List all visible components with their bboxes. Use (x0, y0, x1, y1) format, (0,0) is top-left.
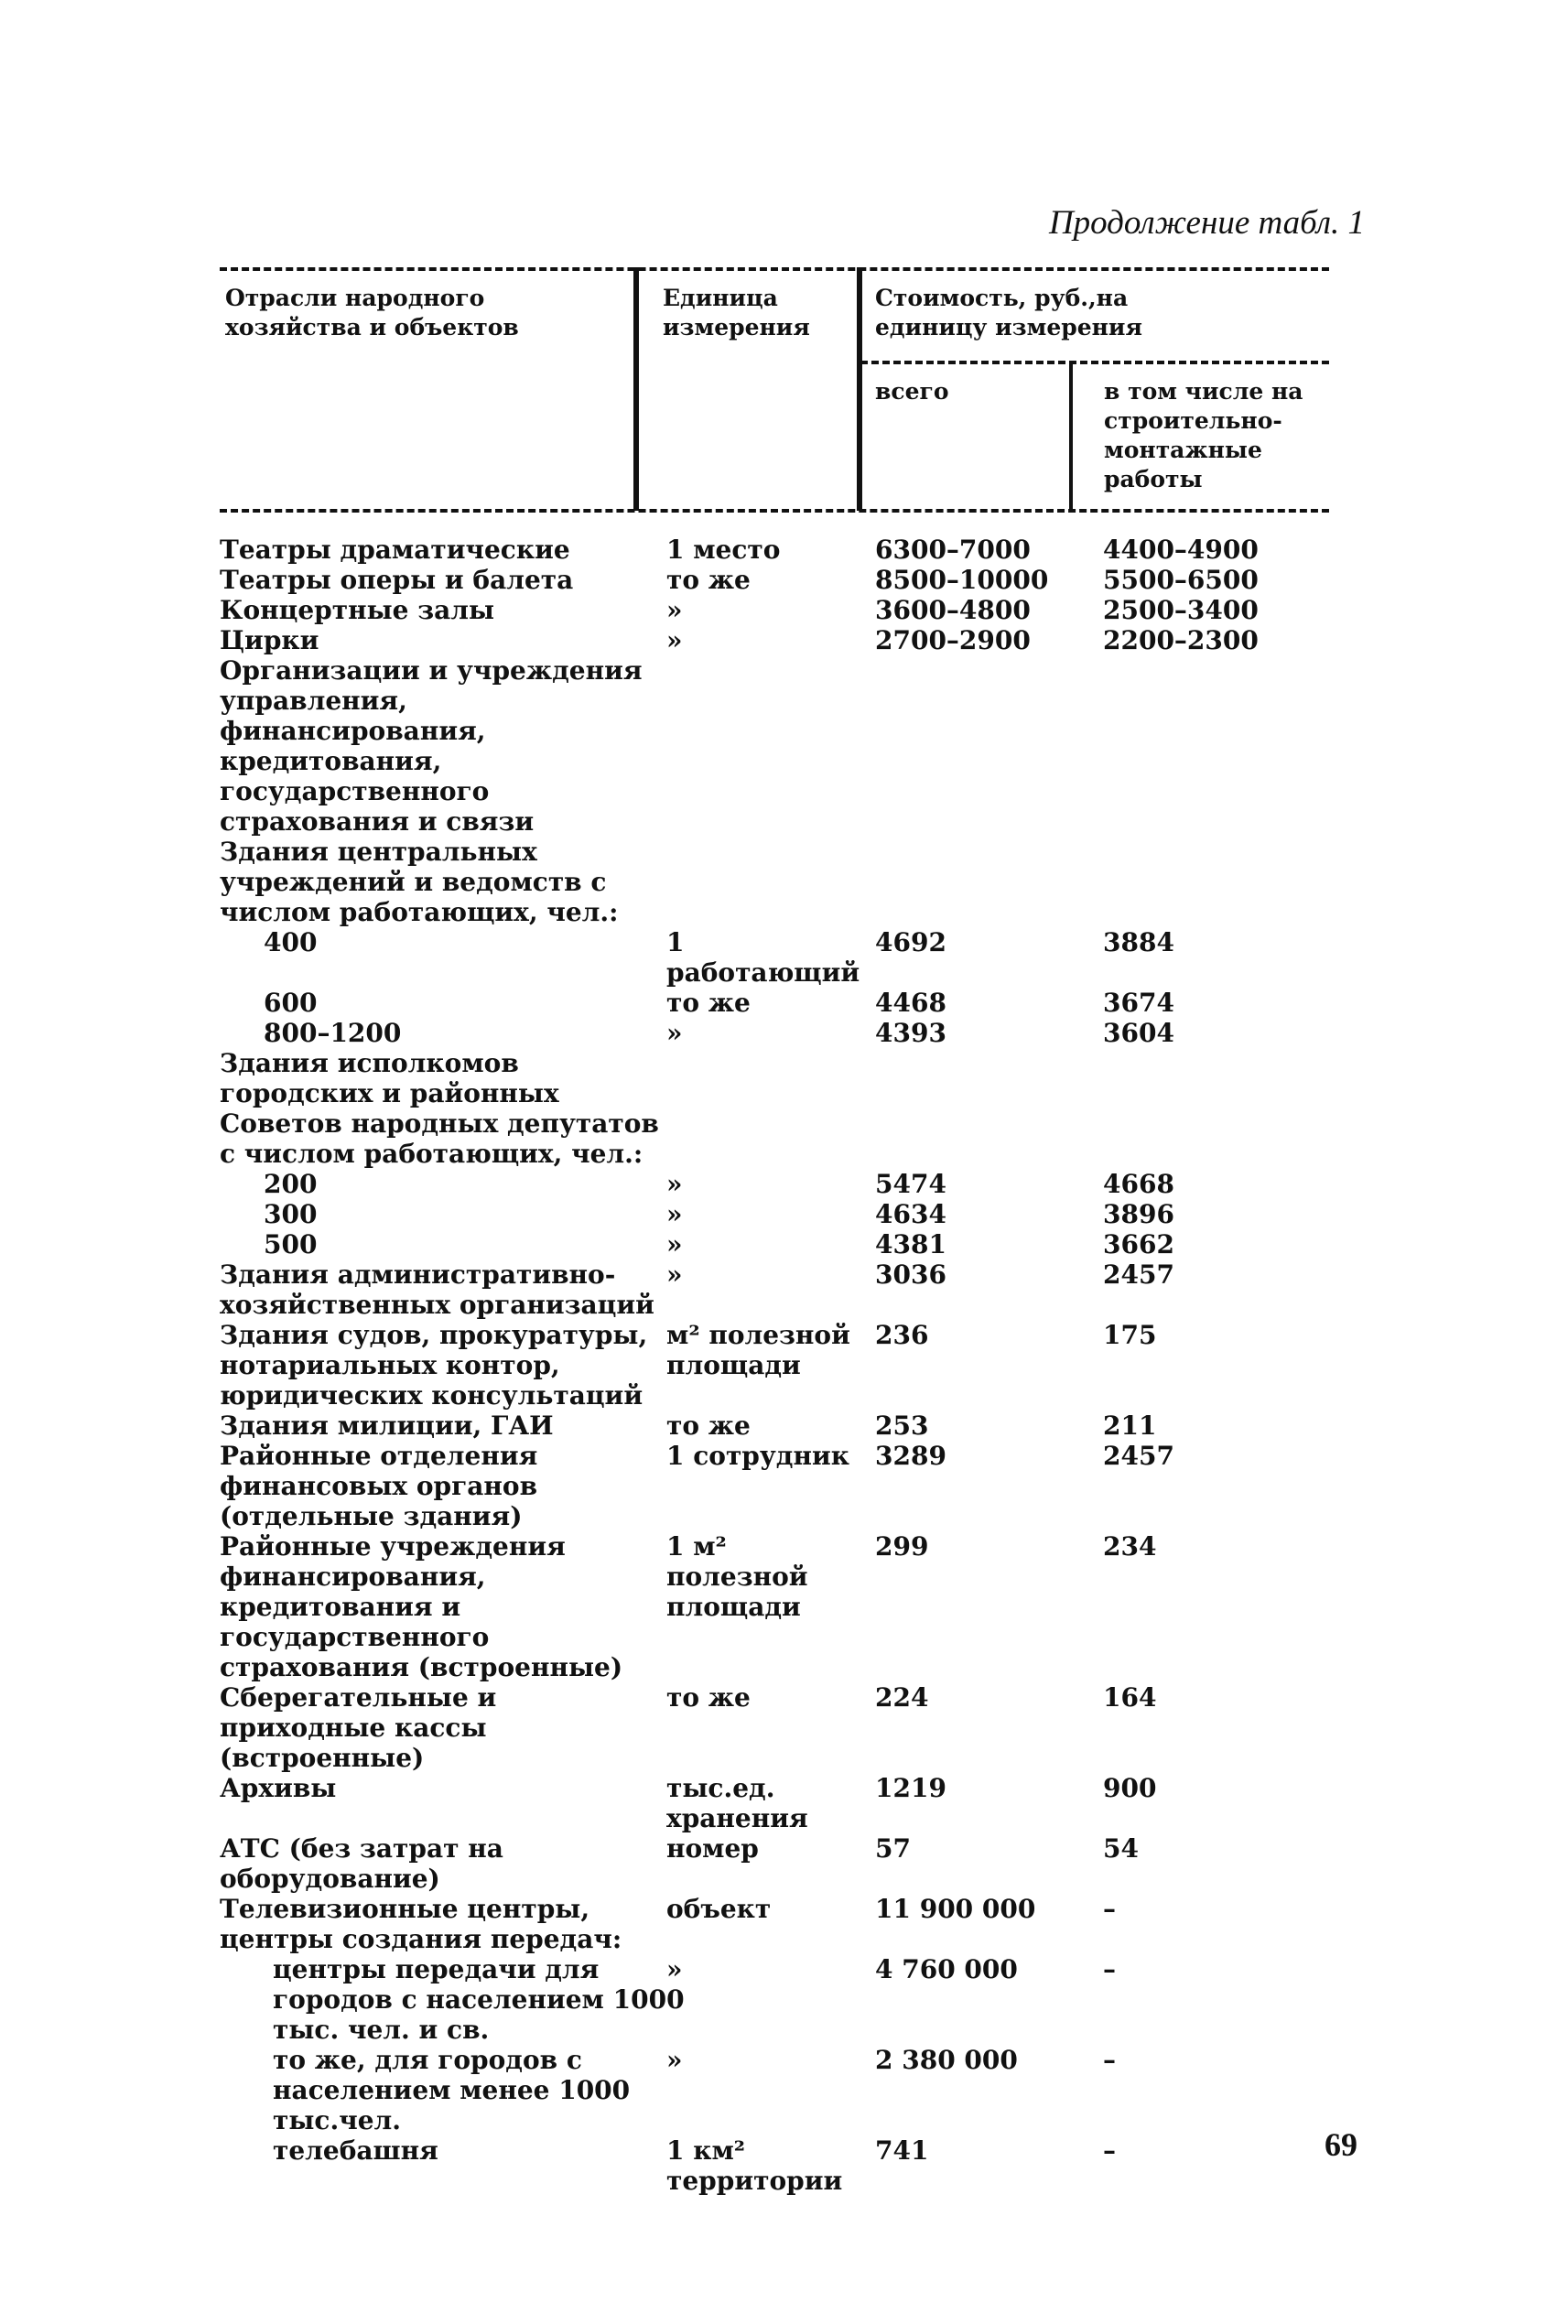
construction-cost-cell: 5500–6500 (1103, 565, 1259, 595)
construction-cost-cell: 54 (1103, 1833, 1139, 1864)
total-cost-cell: 6300–7000 (875, 535, 1031, 565)
branch-cell: Цирки (220, 625, 319, 655)
construction-cost-cell: 3674 (1103, 988, 1174, 1018)
branch-cell: Здания административно-хозяйственных организаций (220, 1259, 654, 1320)
table-row (220, 1531, 1329, 1682)
unit-cell: » (666, 1169, 683, 1199)
table-row (220, 1894, 1329, 1954)
construction-cost-cell: – (1103, 1894, 1116, 1924)
branch-cell: 500 (264, 1229, 318, 1259)
branch-cell: 600 (264, 988, 318, 1018)
unit-cell: то же (666, 565, 751, 595)
table-row (220, 1199, 1329, 1229)
construction-cost-cell: 2200–2300 (1103, 625, 1259, 655)
total-cost-cell: 1219 (875, 1773, 946, 1803)
unit-cell: » (666, 1259, 683, 1290)
table-row (220, 1048, 1329, 1169)
branch-cell: 800–1200 (264, 1018, 402, 1048)
unit-cell: » (666, 1199, 683, 1229)
branch-cell: АТС (без затрат на оборудование) (220, 1833, 503, 1894)
table-row (220, 1441, 1329, 1531)
unit-cell: » (666, 1954, 683, 1984)
construction-cost-cell: 4668 (1103, 1169, 1174, 1199)
table-row (220, 2135, 1329, 2196)
page-number: 69 (1325, 2126, 1357, 2163)
construction-cost-cell: 2457 (1103, 1259, 1174, 1290)
unit-cell: » (666, 1018, 683, 1048)
branch-cell: Концертные залы (220, 595, 495, 625)
unit-cell: 1 км² территории (666, 2135, 843, 2196)
unit-cell: 1 место (666, 535, 781, 565)
construction-cost-cell: 3896 (1103, 1199, 1174, 1229)
construction-cost-cell: 211 (1103, 1411, 1157, 1441)
branch-cell: Районные отделения финансовых органов (отдельные здания) (220, 1441, 538, 1531)
unit-cell: 1 работающий (666, 927, 860, 988)
header-total: всего (875, 378, 949, 405)
table-row (220, 1259, 1329, 1320)
column-divider-1 (633, 267, 639, 511)
total-cost-cell: 3289 (875, 1441, 946, 1471)
construction-cost-cell: – (1103, 2045, 1116, 2075)
total-cost-cell: 8500–10000 (875, 565, 1049, 595)
total-cost-cell: 741 (875, 2135, 929, 2166)
table-header (220, 262, 1329, 514)
construction-cost-cell: 3604 (1103, 1018, 1174, 1048)
table-row (220, 1018, 1329, 1048)
branch-cell: 400 (264, 927, 318, 957)
table-continuation-caption: Продолжение табл. 1 (1048, 204, 1365, 242)
branch-cell: Архивы (220, 1773, 337, 1803)
branch-cell: Сберегательные и приходные кассы (встроенные) (220, 1682, 497, 1773)
branch-cell: Районные учреждения финансирования, кредитования и государственного страхования (встроенные) (220, 1531, 623, 1682)
branch-cell: Телевизионные центры, центры создания передач: (220, 1894, 622, 1954)
unit-cell: то же (666, 1411, 751, 1441)
total-cost-cell: 4468 (875, 988, 946, 1018)
branch-cell: 300 (264, 1199, 318, 1229)
unit-cell: то же (666, 1682, 751, 1713)
total-cost-cell: 5474 (875, 1169, 946, 1199)
unit-cell: 1 сотрудник (666, 1441, 849, 1471)
total-cost-cell: 57 (875, 1833, 911, 1864)
total-cost-cell: 224 (875, 1682, 929, 1713)
branch-cell: 200 (264, 1169, 318, 1199)
total-cost-cell: 3036 (875, 1259, 946, 1290)
header-cost: Стоимость, руб.,на единицу измерения (875, 285, 1142, 340)
branch-cell: телебашня (273, 2135, 438, 2166)
table-row (220, 1411, 1329, 1441)
construction-cost-cell: 164 (1103, 1682, 1157, 1713)
column-divider-2 (857, 267, 862, 511)
unit-cell: номер (666, 1833, 759, 1864)
unit-cell: » (666, 595, 683, 625)
unit-cell: » (666, 1229, 683, 1259)
header-bottom-rule (220, 509, 1329, 513)
table-row (220, 1954, 1329, 2045)
total-cost-cell: 4634 (875, 1199, 946, 1229)
table-row (220, 1682, 1329, 1773)
total-cost-cell: 236 (875, 1320, 929, 1350)
branch-cell: Театры драматические (220, 535, 570, 565)
construction-cost-cell: 175 (1103, 1320, 1157, 1350)
total-cost-cell: 4692 (875, 927, 946, 957)
total-cost-cell: 299 (875, 1531, 929, 1562)
header-unit: Единица измерения (663, 285, 810, 340)
table-row (220, 1833, 1329, 1894)
unit-cell: то же (666, 988, 751, 1018)
total-cost-cell: 3600–4800 (875, 595, 1031, 625)
total-cost-cell: 2 380 000 (875, 2045, 1018, 2075)
header-construction: в том числе на строительно-монтажные работы (1104, 378, 1303, 492)
table-body (220, 535, 1329, 2196)
construction-cost-cell: 2457 (1103, 1441, 1174, 1471)
unit-cell: 1 м² полезной площади (666, 1531, 808, 1622)
total-cost-cell: 4381 (875, 1229, 946, 1259)
table-row (220, 625, 1329, 655)
unit-cell: » (666, 625, 683, 655)
table-row (220, 595, 1329, 625)
table-row (220, 1773, 1329, 1833)
table-row (220, 1320, 1329, 1411)
table-row (220, 927, 1329, 988)
cost-table (220, 262, 1329, 2196)
column-divider-3 (1069, 361, 1073, 511)
total-cost-cell: 4393 (875, 1018, 946, 1048)
table-row (220, 565, 1329, 595)
construction-cost-cell: 900 (1103, 1773, 1157, 1803)
table-row (220, 837, 1329, 927)
construction-cost-cell: 234 (1103, 1531, 1157, 1562)
branch-cell: Здания исполкомов городских и районных Советов народных депутатов с числом работающих, чел.: (220, 1048, 659, 1169)
branch-cell: то же, для городов с населением менее 1000 тыс.чел. (273, 2045, 631, 2135)
branch-cell: Театры оперы и балета (220, 565, 574, 595)
unit-cell: » (666, 2045, 683, 2075)
header-top-rule (220, 267, 1329, 271)
branch-cell: центры передачи для городов с населением 1000 тыс. чел. и св. (273, 1954, 685, 2045)
table-row (220, 535, 1329, 565)
table-row (220, 2045, 1329, 2135)
branch-cell: Здания милиции, ГАИ (220, 1411, 554, 1441)
table-row (220, 1169, 1329, 1199)
construction-cost-cell: 3662 (1103, 1229, 1174, 1259)
unit-cell: тыс.ед. хранения (666, 1773, 808, 1833)
total-cost-cell: 11 900 000 (875, 1894, 1036, 1924)
table-row (220, 988, 1329, 1018)
construction-cost-cell: 3884 (1103, 927, 1174, 957)
construction-cost-cell: 2500–3400 (1103, 595, 1259, 625)
branch-cell: Организации и учреждения управления, финансирования, кредитования, государственного страхования и связи (220, 655, 643, 837)
unit-cell: объект (666, 1894, 772, 1924)
construction-cost-cell: – (1103, 1954, 1116, 1984)
table-row (220, 655, 1329, 837)
subheader-rule (860, 361, 1329, 364)
branch-cell: Здания центральных учреждений и ведомств с числом работающих, чел.: (220, 837, 619, 927)
total-cost-cell: 4 760 000 (875, 1954, 1018, 1984)
construction-cost-cell: 4400–4900 (1103, 535, 1259, 565)
unit-cell: м² полезной площади (666, 1320, 850, 1380)
total-cost-cell: 2700–2900 (875, 625, 1031, 655)
construction-cost-cell: – (1103, 2135, 1116, 2166)
header-branch: Отрасли народного хозяйства и объектов (225, 285, 519, 340)
total-cost-cell: 253 (875, 1411, 929, 1441)
table-row (220, 1229, 1329, 1259)
branch-cell: Здания судов, прокуратуры, нотариальных контор, юридических консультаций (220, 1320, 648, 1411)
